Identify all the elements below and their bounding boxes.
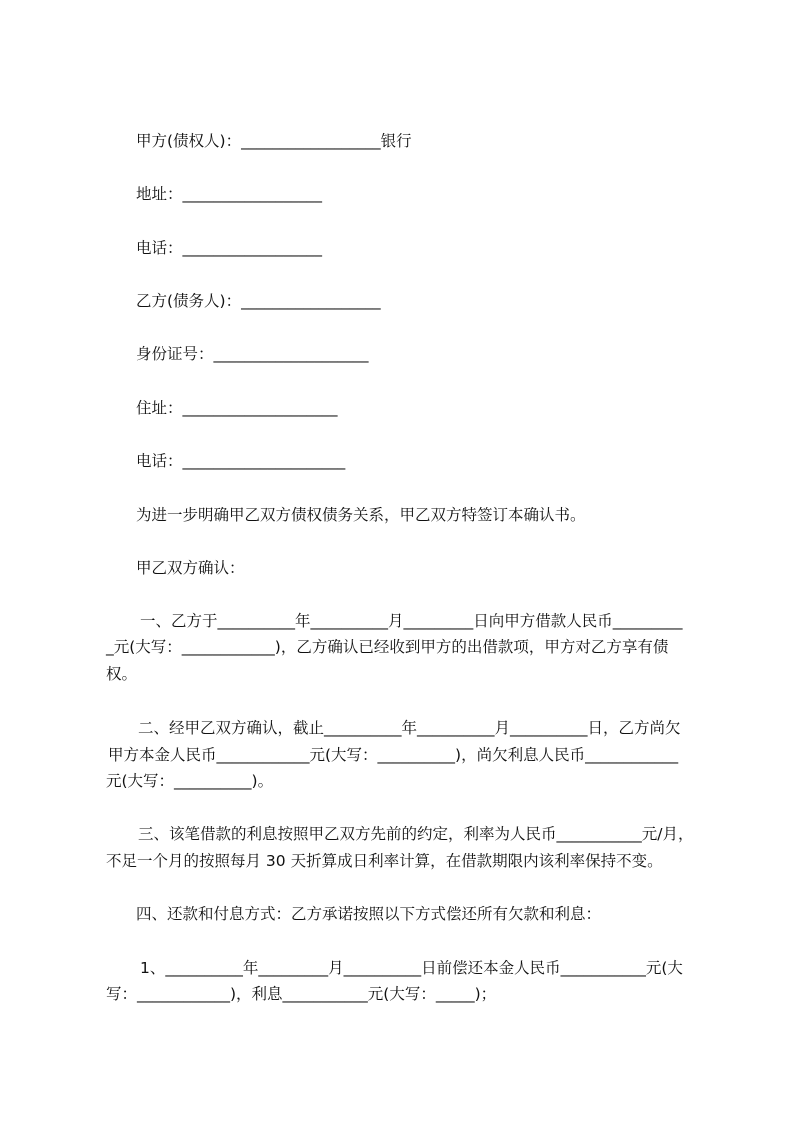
clause-4-item-1-line-1: 1、__________年_________月__________日前偿还本金人民币___________元(大: [140, 959, 683, 977]
confirm-heading: 甲乙双方确认：: [136, 559, 245, 577]
clause-2-line-2: 甲方本金人民币____________元(大写：__________)，尚欠利息人民币____________: [108, 746, 679, 764]
intro-paragraph: 为进一步明确甲乙双方债权债务关系，甲乙双方特签订本确认书。: [136, 506, 586, 524]
debtor-line: 乙方(债务人)：__________________: [136, 292, 381, 310]
clause-4-item-1-line-2: 写：____________)，利息___________元(大写：_____)；: [106, 985, 497, 1003]
clause-1-line-2: _元(大写：____________)，乙方确认已经收到甲方的出借款项，甲方对乙方享有债: [106, 638, 669, 656]
debtor-phone-line: 电话：_____________________: [136, 452, 346, 470]
debtor-address-line: 住址：____________________: [136, 399, 338, 417]
creditor-address-line: 地址：__________________: [136, 185, 323, 203]
clause-1-line-3: 权。: [106, 665, 138, 683]
clause-3-line-2: 不足一个月的按照每月 30 天折算成日利率计算，在借款期限内该利率保持不变。: [106, 852, 663, 870]
creditor-phone-line: 电话：__________________: [136, 239, 323, 257]
clause-4-heading: 四、还款和付息方式：乙方承诺按照以下方式偿还所有欠款和利息：: [136, 905, 602, 923]
clause-2-line-1: 二、经甲乙双方确认，截止__________年__________月__________日，乙方尚欠: [138, 719, 681, 737]
clause-1-line-1: 一、乙方于__________年__________月_________日向甲方借款人民币_________: [140, 612, 683, 630]
debtor-id-line: 身份证号：____________________: [136, 345, 369, 363]
creditor-line: 甲方(债权人)：__________________银行: [136, 132, 412, 150]
clause-2-line-3: 元(大写：__________)。: [106, 772, 274, 790]
clause-3-line-1: 三、该笔借款的利息按照甲乙双方先前的约定，利率为人民币___________元/月，: [138, 825, 694, 843]
